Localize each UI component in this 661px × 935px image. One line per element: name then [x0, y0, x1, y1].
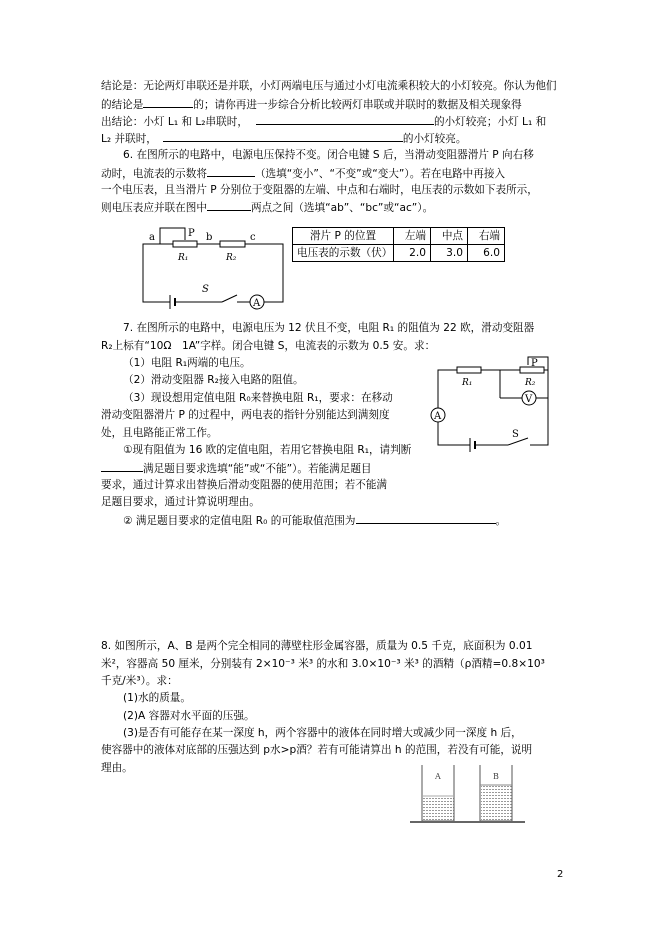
q7-line-2: R₂上标有“10Ω 1A”字样。闭合电键 S，电流表的示数为 0.5 安。求：	[101, 340, 436, 352]
q7-line-4: （2）滑动变阻器 R₂接入电路的阻值。	[123, 374, 304, 386]
text: 的小灯较亮；小灯 L₁ 和	[433, 116, 547, 128]
answer-blank[interactable]	[207, 165, 255, 177]
table-header-cell: 右端	[468, 228, 505, 245]
text: ② 满足题目要求的定值电阻 R₀ 的可能取值范围为	[123, 515, 356, 527]
q8-line-1: 8. 如图所示，A、B 是两个完全相同的薄壁柱形金属容器，质量为 0.5 千克，底面积为 0.01	[101, 640, 533, 652]
q7-line-7: 处，且电路能正常工作。	[101, 427, 218, 439]
voltage-table	[292, 227, 505, 262]
answer-blank[interactable]	[163, 130, 403, 142]
q5-line-1: 结论是：无论两灯串联还是并联，小灯两端电压与通过小灯电流乘积较大的小灯较亮。你认为他们	[101, 80, 557, 92]
q6-line-3: 一个电压表，且当滑片 P 分别位于变阻器的左端、中点和右端时，电压表的示数如下表所示，	[101, 184, 538, 196]
q8-line-5: (2)A 容器对水平面的压强。	[123, 710, 255, 722]
text: 的小灯较亮。	[402, 133, 467, 145]
answer-blank[interactable]	[207, 199, 251, 211]
r2-label: R₂	[525, 378, 536, 388]
text: 的；请你再进一步综合分析比较两灯串联或并联时的数据及相关现象得	[193, 99, 522, 111]
q8-line-8: 理由。	[101, 762, 133, 774]
text: 动时，电流表的示数将	[101, 168, 207, 180]
table-cell: 2.0	[394, 245, 431, 262]
answer-blank[interactable]	[143, 96, 193, 108]
q5-line-3	[101, 113, 546, 130]
q8-line-3: 千克/米³）。求：	[101, 675, 178, 687]
table-cell: 6.0	[468, 245, 505, 262]
node-c-label: c	[250, 232, 256, 243]
text: 满足题目要求选填“能”或“不能”）。若能满足题目	[143, 463, 372, 475]
slider-p-label: P	[188, 228, 195, 239]
voltmeter-label: V	[525, 394, 533, 405]
text: （选填“变小”、“不变”或“变大”）。若在电路中再接入	[254, 168, 506, 180]
q7-line-5: （3）现设想用定值电阻 R₀来替换电阻 R₁，要求：在移动	[123, 392, 393, 404]
table-row-label: 电压表的示数（伏）	[293, 245, 394, 262]
answer-blank[interactable]	[256, 113, 434, 125]
q6-line-2	[101, 165, 505, 182]
r1-label: R₁	[178, 253, 189, 263]
q6-circuit-diagram	[130, 222, 290, 310]
switch-s-label: S	[512, 429, 519, 440]
answer-blank[interactable]	[356, 512, 496, 524]
table-header-cell: 滑片 P 的位置	[293, 228, 394, 245]
q7-line-12	[101, 512, 506, 529]
table-header-cell: 左端	[394, 228, 431, 245]
text: 。	[495, 515, 507, 527]
table-header-cell: 中点	[431, 228, 468, 245]
text: 两点之间（选填“ab”、“bc”或“ac”）。	[250, 202, 434, 214]
node-a-label: a	[149, 232, 155, 243]
q8-line-7: 使容器中的液体对底部的压强达到 p水>p酒？若有可能请算出 h 的范围，若没有可能，说明	[101, 744, 533, 756]
slider-p-label: P	[531, 358, 538, 369]
table-row	[293, 228, 505, 245]
table-cell: 3.0	[431, 245, 468, 262]
text: 出结论：小灯 L₁ 和 L₂串联时，	[101, 116, 248, 128]
container-b-label: B	[493, 772, 499, 781]
q7-line-9	[101, 460, 372, 477]
answer-blank[interactable]	[101, 460, 143, 472]
containers-diagram	[405, 762, 535, 834]
text: 的结论是	[101, 99, 144, 111]
q7-line-3: （1）电阻 R₁两端的电压。	[123, 357, 251, 369]
table-row	[293, 245, 505, 262]
container-a-label: A	[435, 772, 441, 781]
text: 则电压表应并联在图中	[101, 202, 207, 214]
page-number: 2	[557, 869, 564, 880]
q6-line-1: 6. 在图所示的电路中，电源电压保持不变。闭合电键 S 后，当滑动变阻器滑片 P 向右移	[123, 149, 534, 161]
q8-line-4: (1)水的质量。	[123, 692, 191, 704]
node-b-label: b	[206, 232, 213, 243]
q7-line-1: 7. 在图所示的电路中，电源电压为 12 伏且不变，电阻 R₁ 的阻值为 22 欧，滑动变阻器	[123, 322, 535, 334]
q7-line-10: 要求，通过计算求出替换后滑动变阻器的使用范围；若不能满	[101, 479, 388, 491]
text: L₂ 并联时，	[101, 133, 157, 145]
q6-line-4	[101, 199, 433, 216]
q7-line-11: 足题目要求，通过计算说明理由。	[101, 496, 260, 508]
q5-line-2	[101, 96, 522, 113]
r1-label: R₁	[462, 378, 473, 388]
q8-line-2: 米²，容器高 50 厘米，分别装有 2×10⁻³ 米³ 的水和 3.0×10⁻³ 米³ 的酒精（ρ酒精=0.8×10³	[101, 658, 545, 670]
ammeter-label: A	[434, 411, 442, 422]
q7-line-6: 滑动变阻器滑片 P 的过程中，两电表的指针分别能达到满刻度	[101, 409, 390, 421]
switch-s-label: S	[202, 284, 209, 295]
q8-line-6: (3)是否有可能存在某一深度 h，两个容器中的液体在同时增大或减少同一深度 h 后，	[123, 727, 522, 739]
r2-label: R₂	[226, 253, 237, 263]
ammeter-label: A	[253, 298, 261, 309]
q7-circuit-diagram	[430, 355, 555, 453]
q5-line-4	[101, 130, 466, 147]
q7-line-8: ①现有阻值为 16 欧的定值电阻，若用它替换电阻 R₁，请判断	[123, 444, 412, 456]
